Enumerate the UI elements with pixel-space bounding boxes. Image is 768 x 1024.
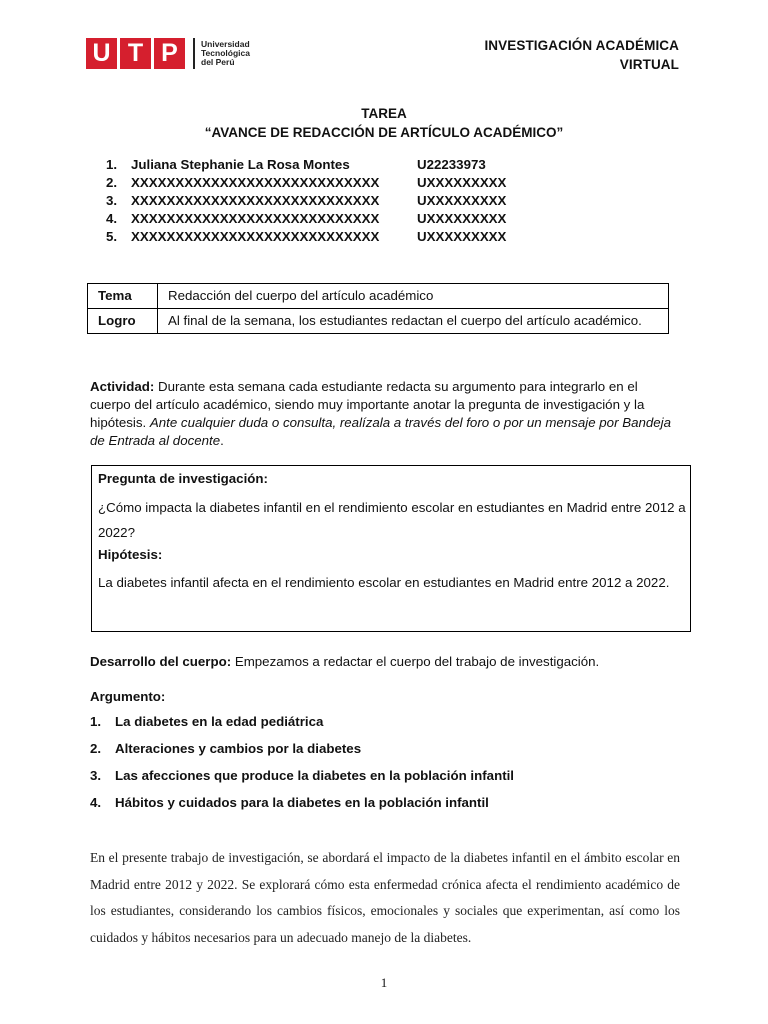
argument-text: Alteraciones y cambios por la diabetes (115, 741, 362, 756)
question-text: ¿Cómo impacta la diabetes infantil en el rendimiento escolar en estudiantes en Madrid entre 2012 a 2022? (98, 500, 686, 540)
body-paragraph: En el presente trabajo de investigación, se abordará el impacto de la diabetes infantil en el ámbito escolar en Madrid entre 2012 y 2022. Se explorará cómo esta enfermedad crónica afecta el rendimiento académico de los estudiantes, considerando los cambios físicos, emocionales y sociales que experimentan, así como los cuidados y hábitos necesarios para un adecuado manejo de la diabetes. (90, 850, 680, 945)
argument-list (90, 713, 514, 821)
member-row (106, 210, 506, 228)
logo-text-line-3: del Perú (201, 57, 235, 67)
logo-text-line-1: Universidad (201, 39, 250, 49)
logo-text-line-2: Tecnológica (201, 48, 250, 58)
tema-value: Redacción del cuerpo del artículo académico (158, 284, 669, 309)
list-item (90, 794, 514, 821)
activity-text: Durante esta semana cada estudiante redacta su argumento para integrarlo en el cuerpo del artículo académico, siendo muy importante anotar la pregunta de investigación y la hipótesis. (90, 379, 645, 430)
tema-row (88, 284, 669, 309)
argument-number: 2. (90, 741, 102, 756)
argument-number: 1. (90, 714, 102, 729)
development-label: Desarrollo del cuerpo: (90, 654, 232, 669)
tema-logro-table (87, 283, 669, 334)
course-header-line-2: VIRTUAL (619, 57, 679, 72)
research-question-box (91, 465, 691, 632)
member-number: 3. (106, 193, 118, 208)
logro-value: Al final de la semana, los estudiantes redactan el cuerpo del artículo académico. (158, 309, 669, 334)
member-code: UXXXXXXXXX (417, 175, 507, 190)
argument-number: 3. (90, 768, 102, 783)
member-name: XXXXXXXXXXXXXXXXXXXXXXXXXXXX (131, 229, 380, 244)
document-title (0, 104, 768, 142)
page-number: 1 (380, 975, 388, 990)
hypothesis-text: La diabetes infantil afecta en el rendimiento escolar en estudiantes en Madrid entre 2012 a 2022. (98, 575, 670, 590)
member-name: Juliana Stephanie La Rosa Montes (131, 157, 350, 172)
member-number: 4. (106, 211, 118, 226)
member-code: UXXXXXXXXX (417, 211, 507, 226)
member-number: 2. (106, 175, 118, 190)
list-item (90, 767, 514, 794)
hypothesis-label: Hipótesis: (98, 547, 163, 562)
member-name: XXXXXXXXXXXXXXXXXXXXXXXXXXXX (131, 175, 380, 190)
logo-letter-u: U (86, 38, 117, 69)
member-code: UXXXXXXXXX (417, 193, 507, 208)
development-text: Empezamos a redactar el cuerpo del trabajo de investigación. (231, 654, 600, 669)
logro-label: Logro (88, 309, 158, 334)
activity-end: . (220, 433, 224, 448)
activity-paragraph (90, 378, 680, 450)
logo-letter-t: T (120, 38, 151, 69)
course-header (484, 36, 679, 74)
argument-text: Hábitos y cuidados para la diabetes en la población infantil (115, 795, 489, 810)
member-number: 5. (106, 229, 118, 244)
list-item (90, 740, 514, 767)
logro-row (88, 309, 669, 334)
logo-university-name (201, 40, 250, 67)
argument-label: Argumento: (90, 689, 166, 704)
member-number: 1. (106, 157, 118, 172)
member-name: XXXXXXXXXXXXXXXXXXXXXXXXXXXX (131, 193, 380, 208)
development-line (90, 653, 599, 671)
tema-label: Tema (88, 284, 158, 309)
member-row (106, 174, 506, 192)
logo-divider (193, 38, 195, 69)
member-row (106, 192, 506, 210)
course-header-line-1: INVESTIGACIÓN ACADÉMICA (484, 38, 679, 53)
member-code: U22233973 (417, 157, 486, 172)
list-item (90, 713, 514, 740)
activity-italic-text: Ante cualquier duda o consulta, realízala a través del foro o por un mensaje por Bandeja de Entrada al docente (90, 415, 671, 448)
activity-label: Actividad: (90, 379, 155, 394)
title-line-1: TAREA (361, 106, 407, 121)
title-line-2: “AVANCE DE REDACCIÓN DE ARTÍCULO ACADÉMICO” (204, 125, 564, 140)
member-row (106, 156, 506, 174)
member-name: XXXXXXXXXXXXXXXXXXXXXXXXXXXX (131, 211, 380, 226)
utp-logo (86, 37, 250, 70)
member-code: UXXXXXXXXX (417, 229, 507, 244)
question-label: Pregunta de investigación: (98, 471, 268, 486)
logo-letter-p: P (154, 38, 185, 69)
argument-text: La diabetes en la edad pediátrica (115, 714, 324, 729)
member-list (106, 156, 506, 246)
argument-number: 4. (90, 795, 102, 810)
member-row (106, 228, 506, 246)
argument-text: Las afecciones que produce la diabetes en la población infantil (115, 768, 515, 783)
